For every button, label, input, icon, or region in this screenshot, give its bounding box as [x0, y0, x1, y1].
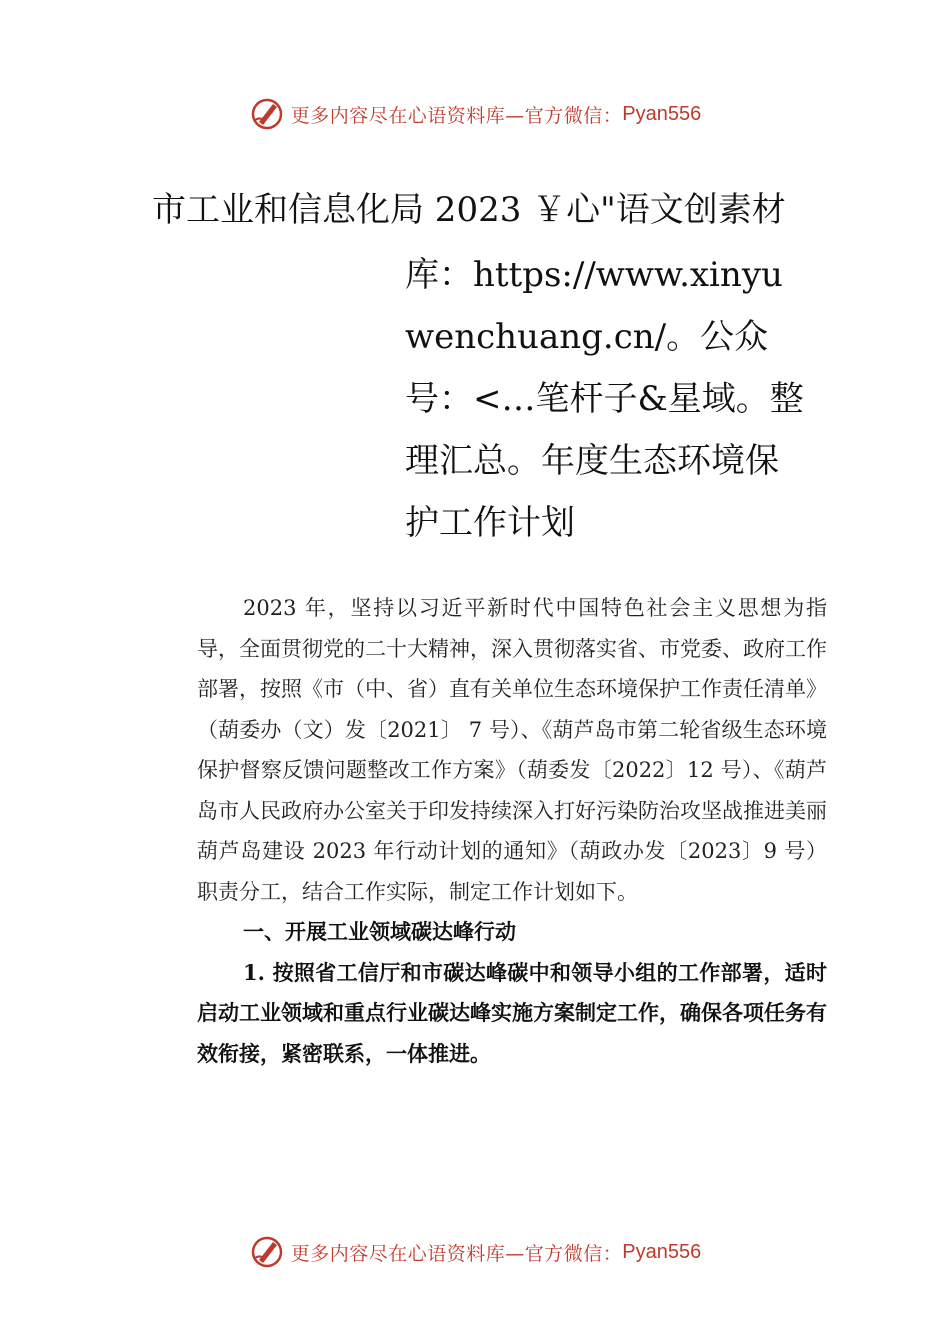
watermark-wechat-id: Pyan556: [622, 1240, 702, 1263]
watermark-banner-top: [0, 94, 950, 134]
document-title-line1: 市工业和信息化局 2023 ￥心"语文创素材: [152, 190, 786, 230]
item-1-paragraph: 1. 按照省工信厅和市碳达峰碳中和领导小组的工作部署，适时启动工业领域和重点行业碳达峰实施方案制定工作，确保各项任务有效衔接，紧密联系，一体推进。: [197, 959, 827, 1066]
pen-logo-icon: [249, 96, 285, 132]
watermark-banner-bottom: [0, 1232, 950, 1272]
watermark-wechat-id: Pyan556: [622, 102, 702, 125]
intro-paragraph: 2023 年，坚持以习近平新时代中国特色社会主义思想为指导，全面贯彻党的二十大精神，深入贯彻落实省、市党委、政府工作部署，按照《市（中、省）直有关单位生态环境保护工作责任清单》（葫委办（文）发〔2021〕 7 号）、《葫芦岛市第二轮省级生态环境保护督察反馈问题整改工作方案》（葫委发〔2022〕12 号）、《葫芦岛市人民政府办公室关于印发持续深入打好污染防治攻坚战推进美丽葫芦岛建设 2023 年行动计划的通知》（葫政办发〔2023〕9 号）职责分工，结合工作实际，制定工作计划如下。: [197, 596, 827, 904]
watermark-text: 更多内容尽在心语资料库—官方微信：: [290, 104, 623, 127]
watermark-text: 更多内容尽在心语资料库—官方微信：: [290, 1242, 623, 1265]
document-body: [197, 588, 827, 1074]
document-title-rest: 库：https://www.xinyuwenchuang.cn/。公众号：<…笔杆子&星域。整理汇总。年度生态环境保护工作计划: [405, 255, 804, 543]
pen-logo-icon: [249, 1234, 285, 1270]
section-heading-1: 一、开展工业领域碳达峰行动: [243, 920, 516, 944]
